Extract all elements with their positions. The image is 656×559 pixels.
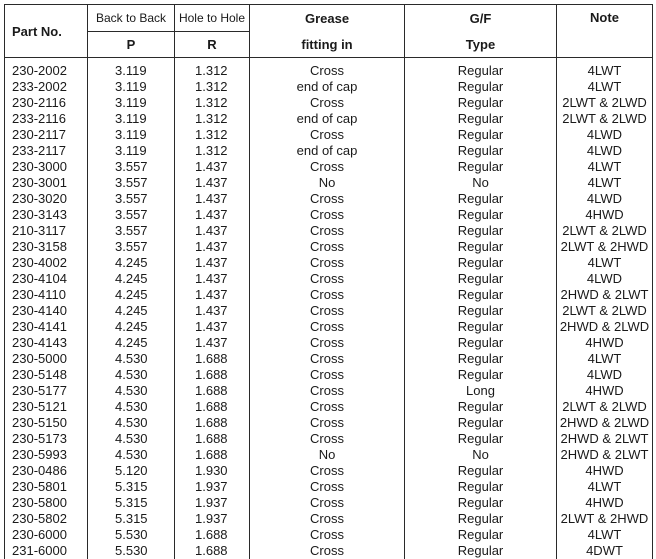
table-row <box>5 399 653 415</box>
back-to-back-cell: 5.530 <box>88 527 175 543</box>
note-cell: 2LWT & 2LWD <box>557 399 653 415</box>
gf-type-cell: Regular <box>405 111 557 127</box>
back-to-back-cell: 4.245 <box>88 319 175 335</box>
gf-type-cell: Regular <box>405 431 557 447</box>
grease-fitting-cell: Cross <box>250 271 405 287</box>
gf-type-cell: Regular <box>405 287 557 303</box>
header-grease: Grease <box>250 5 405 32</box>
part-no-cell: 230-5148 <box>5 367 88 383</box>
grease-fitting-cell: Cross <box>250 495 405 511</box>
hole-to-hole-cell: 1.930 <box>175 463 250 479</box>
table-row <box>5 463 653 479</box>
grease-fitting-cell: Cross <box>250 415 405 431</box>
header-p: P <box>88 32 175 58</box>
back-to-back-cell: 4.245 <box>88 303 175 319</box>
part-no-cell: 230-4141 <box>5 319 88 335</box>
table-body <box>5 58 653 559</box>
note-cell: 4LWD <box>557 271 653 287</box>
part-no-cell: 230-3001 <box>5 175 88 191</box>
hole-to-hole-cell: 1.437 <box>175 239 250 255</box>
part-no-cell: 230-3020 <box>5 191 88 207</box>
part-no-cell: 233-2002 <box>5 79 88 95</box>
hole-to-hole-cell: 1.437 <box>175 319 250 335</box>
part-no-cell: 230-3143 <box>5 207 88 223</box>
grease-fitting-cell: Cross <box>250 319 405 335</box>
part-no-cell: 230-2002 <box>5 58 88 80</box>
grease-fitting-cell: Cross <box>250 191 405 207</box>
note-cell: 4LWT <box>557 479 653 495</box>
note-cell: 2LWT & 2LWD <box>557 303 653 319</box>
gf-type-cell: Regular <box>405 335 557 351</box>
hole-to-hole-cell: 1.437 <box>175 271 250 287</box>
back-to-back-cell: 4.530 <box>88 383 175 399</box>
note-cell: 2HWD & 2LWT <box>557 447 653 463</box>
back-to-back-cell: 3.557 <box>88 207 175 223</box>
grease-fitting-cell: Cross <box>250 511 405 527</box>
table-row <box>5 111 653 127</box>
grease-fitting-cell: Cross <box>250 543 405 559</box>
hole-to-hole-cell: 1.937 <box>175 495 250 511</box>
back-to-back-cell: 4.530 <box>88 367 175 383</box>
grease-fitting-cell: end of cap <box>250 143 405 159</box>
gf-type-cell: Regular <box>405 527 557 543</box>
back-to-back-cell: 3.119 <box>88 58 175 80</box>
grease-fitting-cell: Cross <box>250 207 405 223</box>
note-cell: 4LWD <box>557 143 653 159</box>
gf-type-cell: No <box>405 447 557 463</box>
back-to-back-cell: 3.557 <box>88 223 175 239</box>
table-row <box>5 319 653 335</box>
table-row <box>5 303 653 319</box>
table-row <box>5 58 653 80</box>
hole-to-hole-cell: 1.437 <box>175 175 250 191</box>
table-row <box>5 383 653 399</box>
back-to-back-cell: 5.315 <box>88 479 175 495</box>
part-no-cell: 230-5801 <box>5 479 88 495</box>
hole-to-hole-cell: 1.437 <box>175 287 250 303</box>
table-row <box>5 95 653 111</box>
hole-to-hole-cell: 1.312 <box>175 58 250 80</box>
gf-type-cell: Regular <box>405 207 557 223</box>
grease-fitting-cell: Cross <box>250 127 405 143</box>
gf-type-cell: Regular <box>405 271 557 287</box>
hole-to-hole-cell: 1.312 <box>175 79 250 95</box>
note-cell: 4HWD <box>557 207 653 223</box>
note-cell: 4LWT <box>557 351 653 367</box>
part-no-cell: 230-5177 <box>5 383 88 399</box>
gf-type-cell: Regular <box>405 543 557 559</box>
part-no-cell: 210-3117 <box>5 223 88 239</box>
hole-to-hole-cell: 1.688 <box>175 431 250 447</box>
table-row <box>5 239 653 255</box>
part-no-cell: 230-3000 <box>5 159 88 175</box>
note-cell: 4LWT <box>557 159 653 175</box>
back-to-back-cell: 4.530 <box>88 431 175 447</box>
back-to-back-cell: 3.557 <box>88 159 175 175</box>
table-row <box>5 127 653 143</box>
note-cell: 2HWD & 2LWT <box>557 287 653 303</box>
table-row <box>5 175 653 191</box>
gf-type-cell: Regular <box>405 415 557 431</box>
back-to-back-cell: 4.245 <box>88 271 175 287</box>
back-to-back-cell: 5.530 <box>88 543 175 559</box>
header-fitting-in: fitting in <box>250 32 405 58</box>
table-row <box>5 143 653 159</box>
hole-to-hole-cell: 1.437 <box>175 223 250 239</box>
hole-to-hole-cell: 1.937 <box>175 479 250 495</box>
back-to-back-cell: 4.530 <box>88 399 175 415</box>
grease-fitting-cell: No <box>250 175 405 191</box>
back-to-back-cell: 4.245 <box>88 335 175 351</box>
grease-fitting-cell: Cross <box>250 303 405 319</box>
gf-type-cell: Regular <box>405 495 557 511</box>
grease-fitting-cell: Cross <box>250 287 405 303</box>
grease-fitting-cell: Cross <box>250 431 405 447</box>
back-to-back-cell: 3.119 <box>88 127 175 143</box>
part-no-cell: 230-2117 <box>5 127 88 143</box>
note-cell: 2LWT & 2LWD <box>557 111 653 127</box>
back-to-back-cell: 4.530 <box>88 351 175 367</box>
back-to-back-cell: 3.119 <box>88 79 175 95</box>
back-to-back-cell: 5.315 <box>88 511 175 527</box>
hole-to-hole-cell: 1.688 <box>175 383 250 399</box>
header-back-to-back: Back to Back <box>88 5 175 32</box>
hole-to-hole-cell: 1.688 <box>175 351 250 367</box>
note-cell: 2LWT & 2LWD <box>557 223 653 239</box>
table-row <box>5 367 653 383</box>
hole-to-hole-cell: 1.312 <box>175 143 250 159</box>
hole-to-hole-cell: 1.437 <box>175 159 250 175</box>
header-part-no: Part No. <box>5 5 88 58</box>
gf-type-cell: Regular <box>405 303 557 319</box>
grease-fitting-cell: Cross <box>250 383 405 399</box>
part-no-cell: 230-2116 <box>5 95 88 111</box>
note-cell: 2HWD & 2LWT <box>557 431 653 447</box>
back-to-back-cell: 3.557 <box>88 175 175 191</box>
gf-type-cell: Regular <box>405 143 557 159</box>
table-row <box>5 287 653 303</box>
back-to-back-cell: 5.120 <box>88 463 175 479</box>
gf-type-cell: Regular <box>405 191 557 207</box>
grease-fitting-cell: Cross <box>250 399 405 415</box>
header-gf: G/F <box>405 5 557 32</box>
part-no-cell: 230-5802 <box>5 511 88 527</box>
hole-to-hole-cell: 1.688 <box>175 367 250 383</box>
table-row <box>5 191 653 207</box>
table-row <box>5 207 653 223</box>
grease-fitting-cell: end of cap <box>250 79 405 95</box>
gf-type-cell: Regular <box>405 351 557 367</box>
hole-to-hole-cell: 1.937 <box>175 511 250 527</box>
table-header <box>5 5 653 58</box>
back-to-back-cell: 3.557 <box>88 191 175 207</box>
header-note: Note <box>557 5 653 58</box>
table-row <box>5 351 653 367</box>
note-cell: 4LWT <box>557 79 653 95</box>
note-cell: 2LWT & 2LWD <box>557 95 653 111</box>
table-row <box>5 79 653 95</box>
hole-to-hole-cell: 1.688 <box>175 447 250 463</box>
gf-type-cell: Regular <box>405 79 557 95</box>
hole-to-hole-cell: 1.688 <box>175 527 250 543</box>
note-cell: 4LWT <box>557 175 653 191</box>
part-no-cell: 230-5800 <box>5 495 88 511</box>
gf-type-cell: Regular <box>405 367 557 383</box>
table-row <box>5 159 653 175</box>
hole-to-hole-cell: 1.688 <box>175 543 250 559</box>
note-cell: 2HWD & 2LWD <box>557 415 653 431</box>
note-cell: 4LWD <box>557 127 653 143</box>
grease-fitting-cell: Cross <box>250 58 405 80</box>
part-no-cell: 231-6000 <box>5 543 88 559</box>
grease-fitting-cell: Cross <box>250 479 405 495</box>
grease-fitting-cell: Cross <box>250 223 405 239</box>
note-cell: 4HWD <box>557 383 653 399</box>
hole-to-hole-cell: 1.437 <box>175 191 250 207</box>
grease-fitting-cell: Cross <box>250 335 405 351</box>
part-no-cell: 230-4140 <box>5 303 88 319</box>
table-row <box>5 495 653 511</box>
hole-to-hole-cell: 1.312 <box>175 95 250 111</box>
part-no-cell: 230-5121 <box>5 399 88 415</box>
back-to-back-cell: 3.119 <box>88 111 175 127</box>
hole-to-hole-cell: 1.312 <box>175 111 250 127</box>
table-row <box>5 415 653 431</box>
part-no-cell: 230-5993 <box>5 447 88 463</box>
back-to-back-cell: 4.530 <box>88 447 175 463</box>
table-row <box>5 479 653 495</box>
hole-to-hole-cell: 1.437 <box>175 207 250 223</box>
note-cell: 4LWD <box>557 367 653 383</box>
gf-type-cell: Regular <box>405 127 557 143</box>
gf-type-cell: Regular <box>405 319 557 335</box>
hole-to-hole-cell: 1.688 <box>175 399 250 415</box>
part-no-cell: 230-4110 <box>5 287 88 303</box>
header-hole-to-hole: Hole to Hole <box>175 5 250 32</box>
gf-type-cell: Regular <box>405 511 557 527</box>
hole-to-hole-cell: 1.437 <box>175 303 250 319</box>
hole-to-hole-cell: 1.437 <box>175 255 250 271</box>
note-cell: 4DWT <box>557 543 653 559</box>
part-no-cell: 230-5000 <box>5 351 88 367</box>
gf-type-cell: Regular <box>405 159 557 175</box>
gf-type-cell: Regular <box>405 255 557 271</box>
hole-to-hole-cell: 1.437 <box>175 335 250 351</box>
part-no-cell: 233-2116 <box>5 111 88 127</box>
part-no-cell: 230-5150 <box>5 415 88 431</box>
note-cell: 4HWD <box>557 495 653 511</box>
grease-fitting-cell: No <box>250 447 405 463</box>
header-type: Type <box>405 32 557 58</box>
grease-fitting-cell: Cross <box>250 255 405 271</box>
table-row <box>5 255 653 271</box>
gf-type-cell: Regular <box>405 463 557 479</box>
grease-fitting-cell: end of cap <box>250 111 405 127</box>
hole-to-hole-cell: 1.688 <box>175 415 250 431</box>
gf-type-cell: Long <box>405 383 557 399</box>
back-to-back-cell: 3.557 <box>88 239 175 255</box>
part-no-cell: 230-4143 <box>5 335 88 351</box>
part-no-cell: 230-3158 <box>5 239 88 255</box>
grease-fitting-cell: Cross <box>250 527 405 543</box>
back-to-back-cell: 3.119 <box>88 95 175 111</box>
gf-type-cell: Regular <box>405 223 557 239</box>
grease-fitting-cell: Cross <box>250 463 405 479</box>
note-cell: 2HWD & 2LWD <box>557 319 653 335</box>
part-no-cell: 233-2117 <box>5 143 88 159</box>
gf-type-cell: Regular <box>405 479 557 495</box>
table-row <box>5 511 653 527</box>
gf-type-cell: Regular <box>405 399 557 415</box>
header-row-2 <box>5 32 653 58</box>
note-cell: 4HWD <box>557 463 653 479</box>
part-no-cell: 230-4002 <box>5 255 88 271</box>
table-row <box>5 431 653 447</box>
note-cell: 4LWT <box>557 255 653 271</box>
back-to-back-cell: 4.245 <box>88 287 175 303</box>
gf-type-cell: Regular <box>405 58 557 80</box>
note-cell: 2LWT & 2HWD <box>557 239 653 255</box>
back-to-back-cell: 3.119 <box>88 143 175 159</box>
header-row-1 <box>5 5 653 32</box>
part-no-cell: 230-0486 <box>5 463 88 479</box>
grease-fitting-cell: Cross <box>250 95 405 111</box>
note-cell: 2LWT & 2HWD <box>557 511 653 527</box>
note-cell: 4LWT <box>557 527 653 543</box>
table-row <box>5 447 653 463</box>
part-no-cell: 230-4104 <box>5 271 88 287</box>
table-row <box>5 271 653 287</box>
part-no-cell: 230-6000 <box>5 527 88 543</box>
grease-fitting-cell: Cross <box>250 367 405 383</box>
grease-fitting-cell: Cross <box>250 159 405 175</box>
note-cell: 4LWD <box>557 191 653 207</box>
gf-type-cell: No <box>405 175 557 191</box>
note-cell: 4HWD <box>557 335 653 351</box>
grease-fitting-cell: Cross <box>250 351 405 367</box>
gf-type-cell: Regular <box>405 95 557 111</box>
grease-fitting-cell: Cross <box>250 239 405 255</box>
table-row <box>5 223 653 239</box>
table-row <box>5 527 653 543</box>
hole-to-hole-cell: 1.312 <box>175 127 250 143</box>
gf-type-cell: Regular <box>405 239 557 255</box>
table-row <box>5 543 653 559</box>
note-cell: 4LWT <box>557 58 653 80</box>
back-to-back-cell: 5.315 <box>88 495 175 511</box>
back-to-back-cell: 4.245 <box>88 255 175 271</box>
table-row <box>5 335 653 351</box>
part-no-cell: 230-5173 <box>5 431 88 447</box>
parts-spec-table <box>4 4 653 559</box>
header-r: R <box>175 32 250 58</box>
back-to-back-cell: 4.530 <box>88 415 175 431</box>
